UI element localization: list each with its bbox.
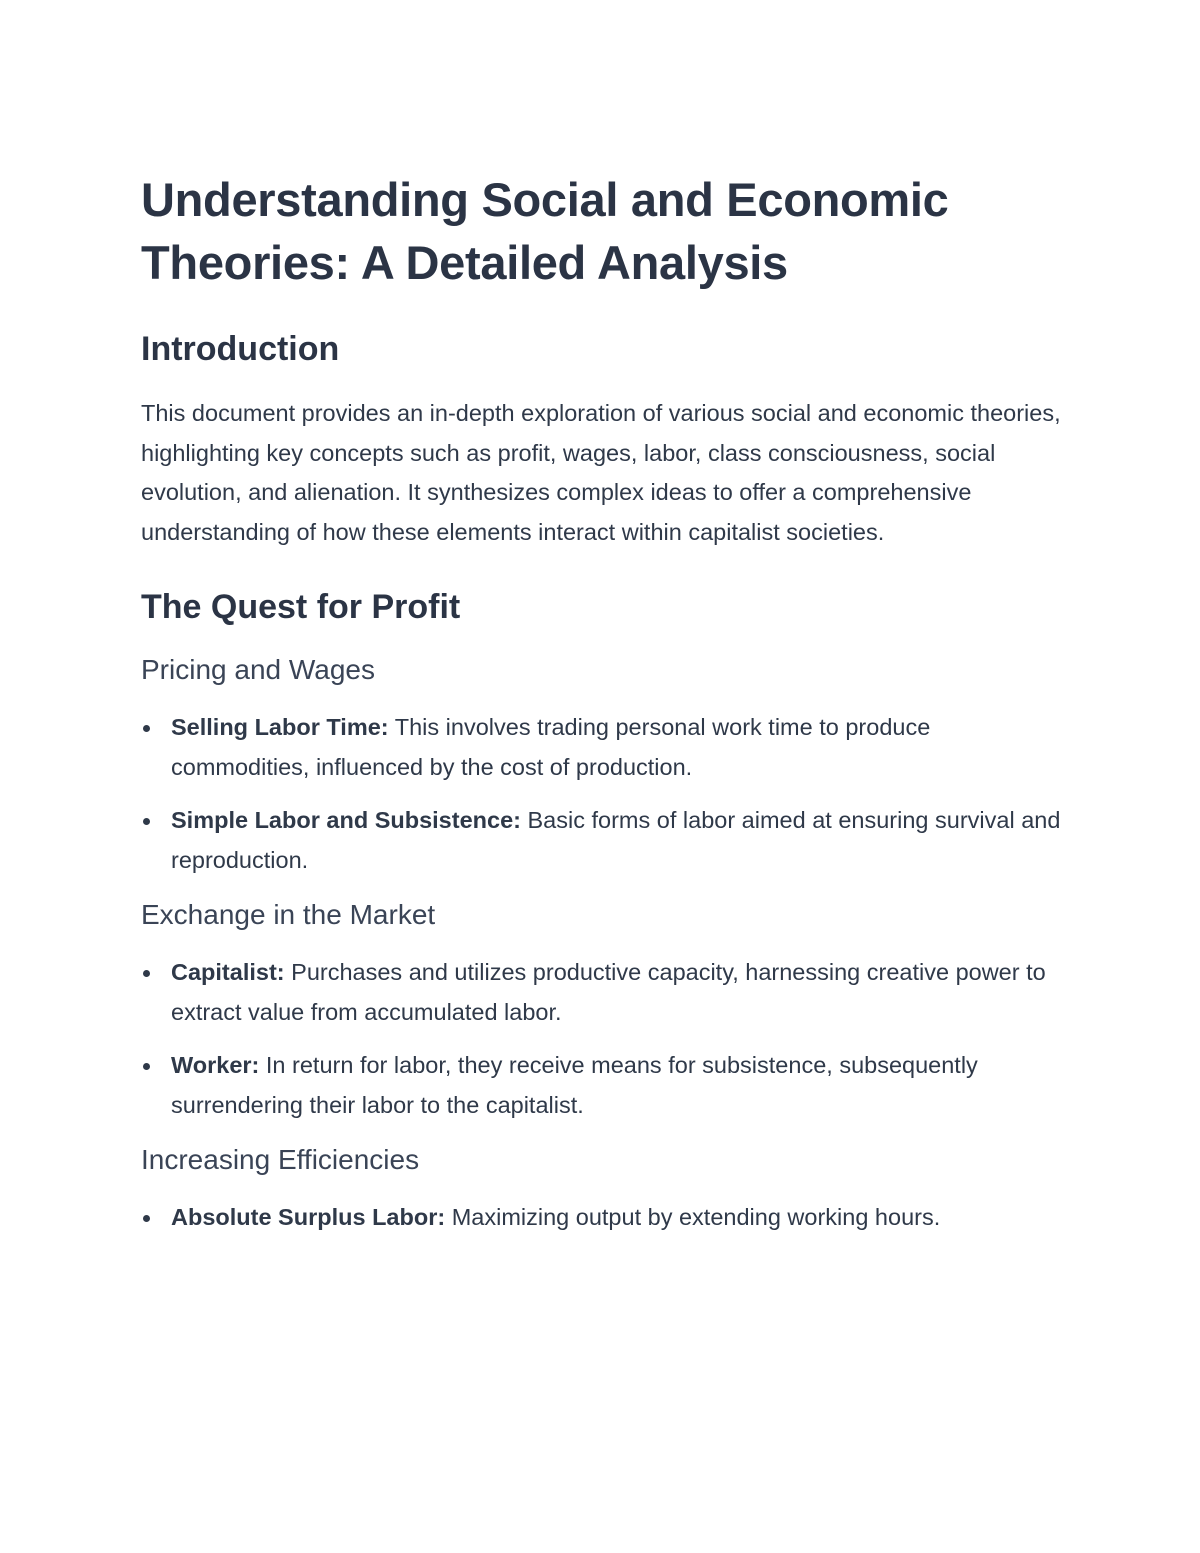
subsection-heading-increasing-efficiencies: Increasing Efficiencies [141, 1144, 420, 1175]
list-item [141, 1198, 1061, 1238]
bullet-icon [143, 970, 150, 977]
list-item [141, 953, 1061, 1032]
list-item-text: Maximizing output by extending working hours. [445, 1204, 941, 1230]
list-item-term: Absolute Surplus Labor: [171, 1204, 446, 1230]
bullet-icon [143, 725, 150, 732]
introduction-paragraph: This document provides an in-depth exploration of various social and economic theories, highlighting key concepts such as profit, wages, labor, class consciousness, social evolution, and alienation. It synthesizes complex ideas to offer a comprehensive understanding of how these elements interact within capitalist societies. [141, 400, 1061, 545]
section-heading-introduction: Introduction [141, 330, 340, 368]
bullet-icon [143, 818, 150, 825]
increasing-efficiencies-list [141, 1198, 1061, 1238]
list-item-term: Simple Labor and Subsistence: [171, 807, 521, 833]
pricing-and-wages-list [141, 708, 1061, 880]
document-title: Understanding Social and Economic Theories: A Detailed Analysis [141, 173, 949, 289]
exchange-in-market-list [141, 953, 1061, 1125]
bullet-icon [143, 1215, 150, 1222]
list-item-text: This involves trading personal work time to produce commodities, influenced by the cost of production. [171, 714, 931, 780]
list-item [141, 708, 1061, 787]
list-item-term: Capitalist: [171, 959, 285, 985]
list-item-text: Basic forms of labor aimed at ensuring survival and reproduction. [171, 807, 1061, 873]
subsection-heading-pricing-and-wages: Pricing and Wages [141, 654, 375, 685]
list-item-term: Selling Labor Time: [171, 714, 389, 740]
bullet-icon [143, 1063, 150, 1070]
list-item-text: Purchases and utilizes productive capacity, harnessing creative power to extract value from accumulated labor. [171, 959, 1046, 1025]
section-heading-quest-for-profit: The Quest for Profit [141, 588, 461, 626]
list-item [141, 801, 1061, 880]
list-item-text: In return for labor, they receive means for subsistence, subsequently surrendering their labor to the capitalist. [171, 1052, 978, 1118]
subsection-heading-exchange-in-market: Exchange in the Market [141, 899, 436, 930]
document-page [141, 168, 1061, 1238]
list-item [141, 1046, 1061, 1125]
list-item-term: Worker: [171, 1052, 260, 1078]
